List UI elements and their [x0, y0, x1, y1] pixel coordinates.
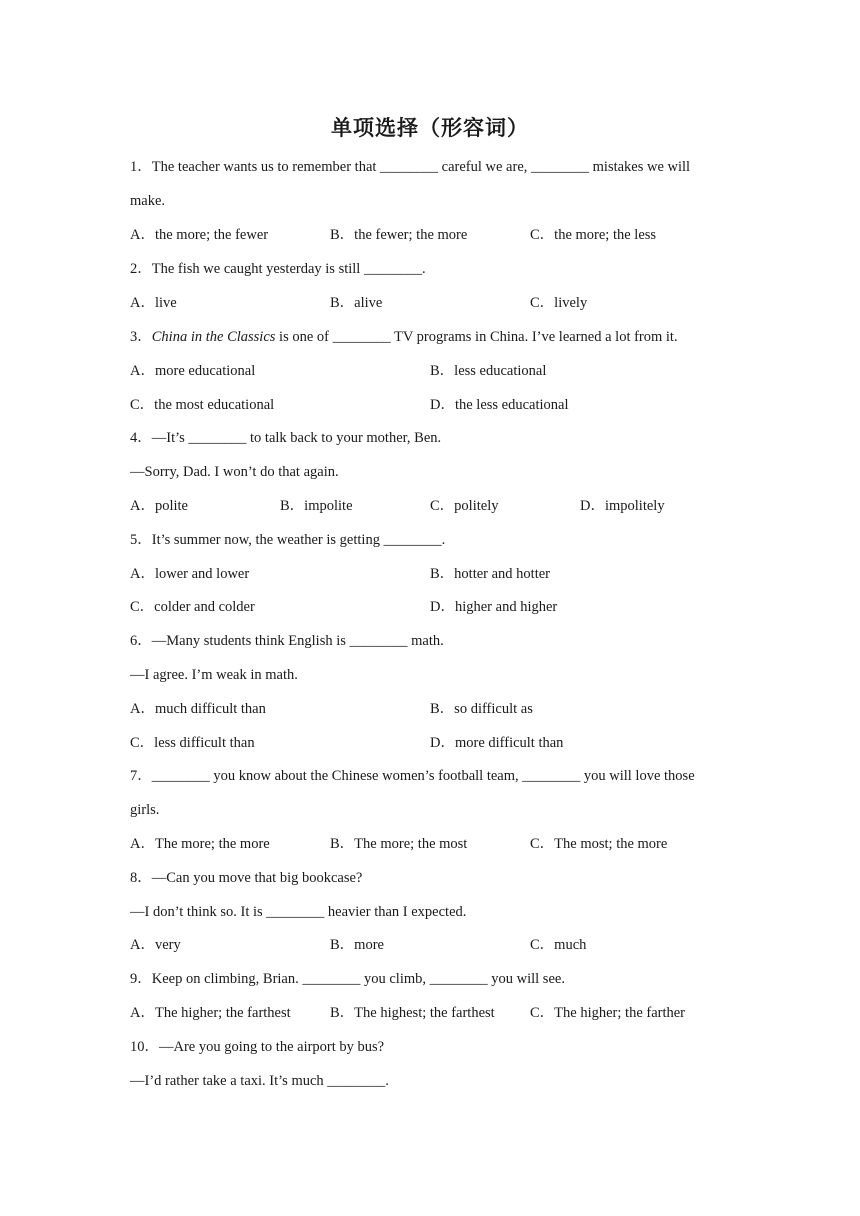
question-5-option-b: B．hotter and hotter [430, 566, 551, 582]
question-9-stem: 9．Keep on climbing, Brian. ________ you climb, ________ you will see. [130, 971, 565, 987]
question-6-stem: 6．—Many students think English is ________ math. [130, 633, 444, 649]
question-1-option-a: A．the more; the fewer [130, 227, 269, 243]
question-3-number: 3． [130, 329, 152, 345]
question-8-option-b: B．more [330, 937, 384, 953]
question-2-stem: 2．The fish we caught yesterday is still ________. [130, 261, 426, 277]
question-3-option-a: A．more educational [130, 363, 256, 379]
question-9-option-b: B．The highest; the farthest [330, 1005, 495, 1021]
question-3-stem-rest: is one of ________ TV programs in China. I’ve learned a lot from it. [275, 329, 678, 345]
question-7-option-c: C．The most; the more [530, 836, 668, 852]
question-5-option-d: D．higher and higher [430, 599, 558, 615]
question-6-reply: —I agree. I’m weak in math. [130, 667, 298, 683]
question-3-option-c: C．the most educational [130, 397, 275, 413]
question-2-option-c: C．lively [530, 295, 588, 311]
question-10-stem: 10．—Are you going to the airport by bus? [130, 1039, 385, 1055]
question-8-stem: 8．—Can you move that big bookcase? [130, 870, 363, 886]
question-1-stem: 1．The teacher wants us to remember that ________ careful we are, ________ mistakes we will [130, 159, 691, 175]
question-9-option-a: A．The higher; the farthest [130, 1005, 291, 1021]
question-6-option-a: A．much difficult than [130, 701, 266, 717]
question-4-option-d: D．impolitely [580, 498, 665, 514]
question-2-option-b: B．alive [330, 295, 383, 311]
question-8-reply: —I don’t think so. It is ________ heavier than I expected. [130, 904, 467, 920]
question-9-option-c: C．The higher; the farther [530, 1005, 686, 1021]
question-8-option-c: C．much [530, 937, 587, 953]
question-4-option-a: A．polite [130, 498, 188, 514]
question-2-option-a: A．live [130, 295, 177, 311]
question-3-option-b: B．less educational [430, 363, 547, 379]
question-10-reply: —I’d rather take a taxi. It’s much ________. [130, 1073, 389, 1089]
question-1-option-c: C．the more; the less [530, 227, 657, 243]
question-6-option-b: B．so difficult as [430, 701, 533, 717]
question-4-option-c: C．politely [430, 498, 499, 514]
question-1-option-b: B．the fewer; the more [330, 227, 468, 243]
question-5-option-c: C．colder and colder [130, 599, 255, 615]
question-3-stem [130, 327, 678, 347]
question-3-program-title: China in the Classics [151, 329, 276, 345]
question-1-stem-cont: make. [130, 193, 166, 209]
question-4-reply: —Sorry, Dad. I won’t do that again. [130, 464, 339, 480]
question-3-option-d: D．the less educational [430, 397, 569, 413]
question-4-stem: 4．—It’s ________ to talk back to your mother, Ben. [130, 430, 442, 446]
question-7-stem: 7．________ you know about the Chinese women’s football team, ________ you will love those [130, 768, 695, 784]
question-6-option-d: D．more difficult than [430, 735, 564, 751]
page-title: 单项选择（形容词） [331, 116, 529, 140]
question-7-option-b: B．The more; the most [330, 836, 468, 852]
question-5-option-a: A．lower and lower [130, 566, 250, 582]
question-5-stem: 5．It’s summer now, the weather is getting ________. [130, 532, 446, 548]
question-7-option-a: A．The more; the more [130, 836, 270, 852]
question-8-option-a: A．very [130, 937, 181, 953]
question-4-option-b: B．impolite [280, 498, 353, 514]
question-6-option-c: C．less difficult than [130, 735, 255, 751]
question-7-stem-cont: girls. [130, 802, 160, 818]
